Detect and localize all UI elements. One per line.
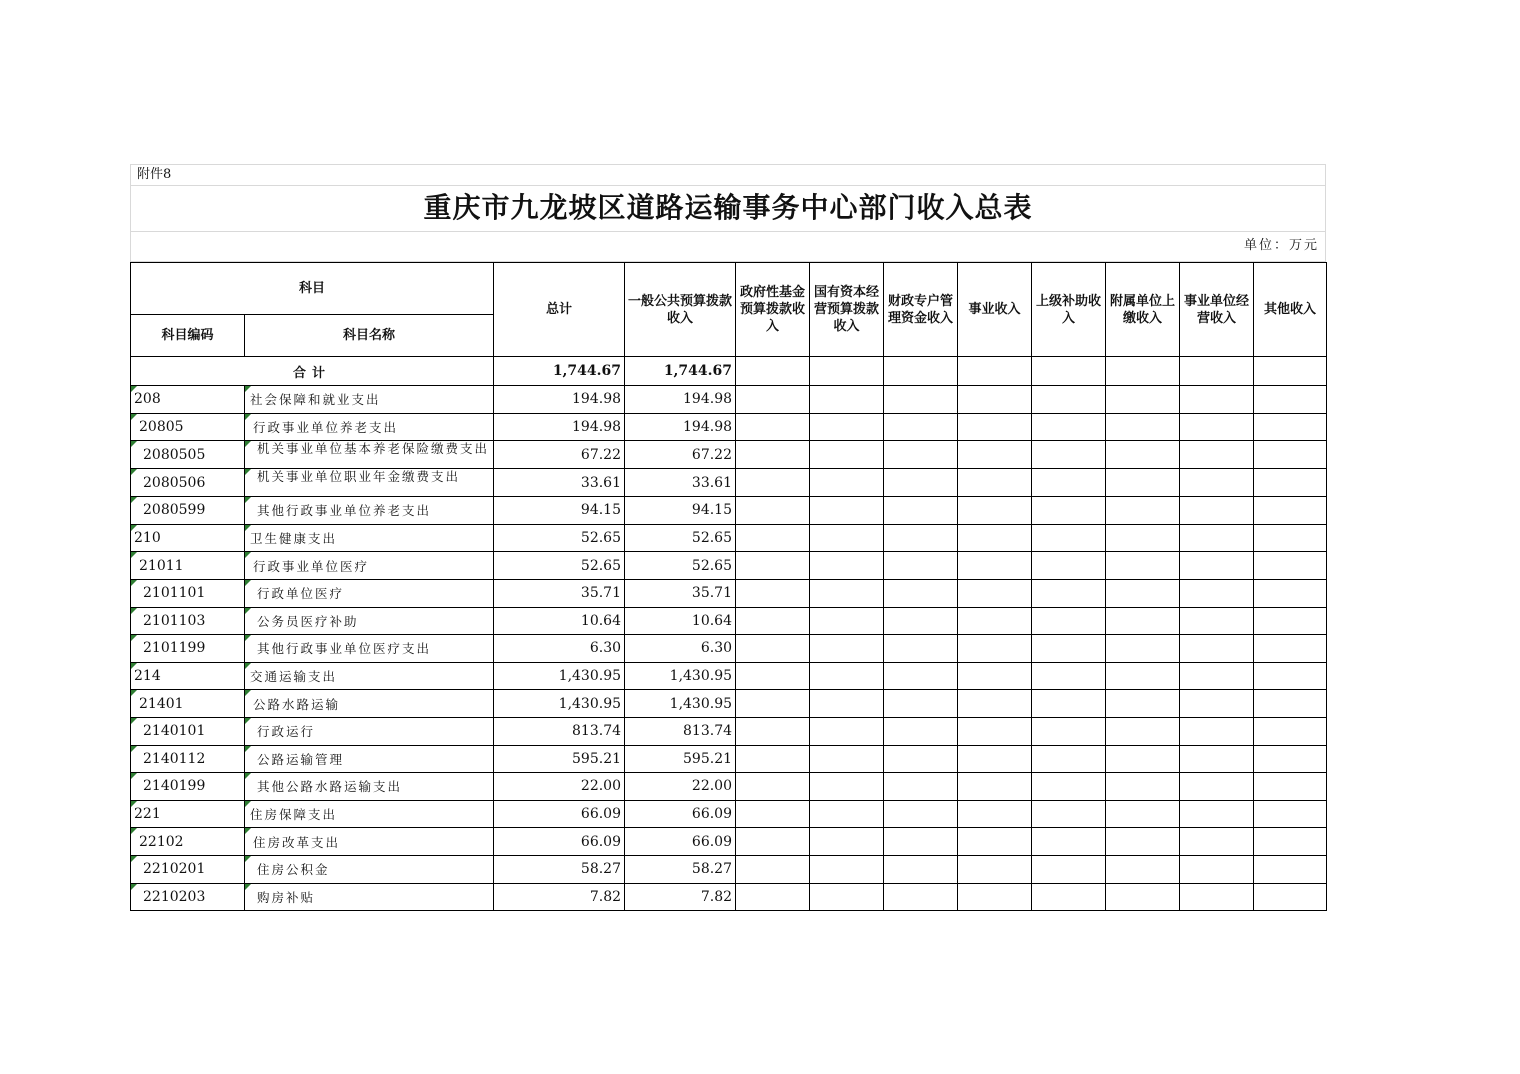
empty-cell [736,607,810,635]
empty-cell [810,635,884,663]
total-value: 6.30 [494,635,625,663]
empty-cell [1254,386,1327,414]
empty-cell [1106,579,1180,607]
table-row [131,717,1327,745]
empty-cell [810,552,884,580]
empty-cell [1106,828,1180,856]
empty-cell [1032,690,1106,718]
empty-cell [884,413,958,441]
income-table [130,262,1327,911]
total-value: 194.98 [494,386,625,414]
empty-cell [1254,441,1327,469]
general-budget-value: 52.65 [625,524,736,552]
empty-cell [1180,357,1254,386]
empty-cell [1180,524,1254,552]
empty-cell [810,883,884,911]
empty-cell [958,579,1032,607]
subject-name: 公路水路运输 [245,690,494,718]
empty-cell [958,386,1032,414]
empty-cell [1180,662,1254,690]
empty-cell [1180,386,1254,414]
empty-cell [1254,828,1327,856]
general-budget-value: 10.64 [625,607,736,635]
total-value: 66.09 [494,800,625,828]
empty-cell [736,773,810,801]
empty-cell [1032,386,1106,414]
subject-code: 210 [131,524,245,552]
total-value: 22.00 [494,773,625,801]
empty-cell [1180,497,1254,525]
table-row [131,441,1327,469]
empty-cell [1254,855,1327,883]
header-gov-fund: 政府性基金预算拨款收入 [736,263,810,357]
attachment-label: 附件8 [130,164,1326,186]
subject-name: 机关事业单位职业年金缴费支出 [245,469,494,497]
empty-cell [736,524,810,552]
empty-cell [736,386,810,414]
subject-code: 221 [131,800,245,828]
empty-cell [736,579,810,607]
total-value: 194.98 [494,413,625,441]
subject-name: 行政单位医疗 [245,579,494,607]
empty-cell [1254,607,1327,635]
empty-cell [958,357,1032,386]
empty-cell [810,800,884,828]
empty-cell [1254,497,1327,525]
total-general-budget: 1,744.67 [625,357,736,386]
table-row [131,552,1327,580]
empty-cell [958,635,1032,663]
total-value: 7.82 [494,883,625,911]
empty-cell [1032,607,1106,635]
empty-cell [884,883,958,911]
empty-cell [1254,469,1327,497]
empty-cell [1106,441,1180,469]
subject-code: 2140101 [131,717,245,745]
empty-cell [1106,662,1180,690]
total-value: 52.65 [494,552,625,580]
table-row [131,855,1327,883]
empty-cell [1254,800,1327,828]
general-budget-value: 1,430.95 [625,690,736,718]
table-row [131,662,1327,690]
empty-cell [958,413,1032,441]
empty-cell [810,828,884,856]
empty-cell [1254,690,1327,718]
empty-cell [1106,552,1180,580]
empty-cell [810,662,884,690]
total-label: 合计 [131,357,494,386]
empty-cell [958,607,1032,635]
empty-cell [1254,357,1327,386]
header-other-income: 其他收入 [1254,263,1327,357]
header-business-operating: 事业单位经营收入 [1180,263,1254,357]
subject-name: 行政事业单位医疗 [245,552,494,580]
empty-cell [884,357,958,386]
empty-cell [736,800,810,828]
general-budget-value: 66.09 [625,800,736,828]
empty-cell [884,800,958,828]
empty-cell [1032,524,1106,552]
empty-cell [1254,413,1327,441]
subject-code: 22102 [131,828,245,856]
empty-cell [1106,357,1180,386]
subject-code: 208 [131,386,245,414]
empty-cell [958,883,1032,911]
general-budget-value: 6.30 [625,635,736,663]
empty-cell [1254,883,1327,911]
subject-code: 2210203 [131,883,245,911]
empty-cell [958,717,1032,745]
subject-name: 社会保障和就业支出 [245,386,494,414]
empty-cell [1180,773,1254,801]
empty-cell [1032,497,1106,525]
header-subject-name: 科目名称 [245,315,494,357]
empty-cell [884,524,958,552]
empty-cell [1032,855,1106,883]
empty-cell [1180,745,1254,773]
empty-cell [736,690,810,718]
empty-cell [1032,635,1106,663]
subject-code: 2080506 [131,469,245,497]
empty-cell [884,690,958,718]
table-row [131,579,1327,607]
empty-cell [1032,662,1106,690]
empty-cell [736,717,810,745]
total-value: 67.22 [494,441,625,469]
total-value: 66.09 [494,828,625,856]
empty-cell [884,717,958,745]
empty-cell [958,828,1032,856]
subject-code: 21401 [131,690,245,718]
empty-cell [958,800,1032,828]
empty-cell [810,441,884,469]
empty-cell [1180,635,1254,663]
empty-cell [810,773,884,801]
empty-cell [1180,413,1254,441]
total-value: 33.61 [494,469,625,497]
table-row [131,413,1327,441]
general-budget-value: 58.27 [625,855,736,883]
general-budget-value: 33.61 [625,469,736,497]
general-budget-value: 194.98 [625,413,736,441]
empty-cell [736,413,810,441]
empty-cell [810,717,884,745]
header-general-budget: 一般公共预算拨款收入 [625,263,736,357]
subject-name: 机关事业单位基本养老保险缴费支出 [245,441,494,469]
table-row [131,800,1327,828]
subject-code: 214 [131,662,245,690]
empty-cell [810,357,884,386]
total-value: 10.64 [494,607,625,635]
empty-cell [1180,579,1254,607]
empty-cell [958,552,1032,580]
header-subject: 科目 [131,263,494,315]
total-value: 595.21 [494,745,625,773]
empty-cell [1254,662,1327,690]
empty-cell [1180,828,1254,856]
empty-cell [736,828,810,856]
empty-cell [884,552,958,580]
empty-cell [884,745,958,773]
total-value: 1,430.95 [494,690,625,718]
empty-cell [1180,607,1254,635]
table-row [131,469,1327,497]
header-affiliated-income: 附属单位上缴收入 [1106,263,1180,357]
table-row [131,745,1327,773]
empty-cell [810,855,884,883]
empty-cell [884,386,958,414]
total-value: 813.74 [494,717,625,745]
empty-cell [1032,441,1106,469]
empty-cell [1180,552,1254,580]
empty-cell [958,662,1032,690]
empty-cell [884,855,958,883]
empty-cell [1180,800,1254,828]
empty-cell [1106,717,1180,745]
empty-cell [958,690,1032,718]
empty-cell [1106,469,1180,497]
empty-cell [1254,745,1327,773]
subject-name: 卫生健康支出 [245,524,494,552]
empty-cell [736,357,810,386]
empty-cell [884,469,958,497]
table-row [131,607,1327,635]
empty-cell [1180,469,1254,497]
empty-cell [736,441,810,469]
subject-code: 2080599 [131,497,245,525]
subject-code: 2101103 [131,607,245,635]
empty-cell [736,552,810,580]
empty-cell [884,828,958,856]
empty-cell [1032,800,1106,828]
empty-cell [958,497,1032,525]
empty-cell [810,579,884,607]
table-row [131,828,1327,856]
empty-cell [1106,883,1180,911]
empty-cell [884,579,958,607]
subject-code: 20805 [131,413,245,441]
header-fiscal-special: 财政专户管理资金收入 [884,263,958,357]
subject-code: 2080505 [131,441,245,469]
empty-cell [736,497,810,525]
empty-cell [884,441,958,469]
empty-cell [1254,552,1327,580]
total-value: 35.71 [494,579,625,607]
subject-name: 其他行政事业单位医疗支出 [245,635,494,663]
subject-name: 公务员医疗补助 [245,607,494,635]
table-row [131,690,1327,718]
total-value: 94.15 [494,497,625,525]
general-budget-value: 1,430.95 [625,662,736,690]
empty-cell [1106,745,1180,773]
subject-name: 行政事业单位养老支出 [245,413,494,441]
general-budget-value: 194.98 [625,386,736,414]
general-budget-value: 67.22 [625,441,736,469]
empty-cell [1032,717,1106,745]
empty-cell [810,497,884,525]
empty-cell [1180,717,1254,745]
empty-cell [1180,441,1254,469]
empty-cell [958,773,1032,801]
general-budget-value: 52.65 [625,552,736,580]
table-row [131,773,1327,801]
general-budget-value: 7.82 [625,883,736,911]
subject-name: 交通运输支出 [245,662,494,690]
empty-cell [810,690,884,718]
empty-cell [1032,357,1106,386]
empty-cell [810,413,884,441]
empty-cell [810,607,884,635]
total-value: 52.65 [494,524,625,552]
subject-name: 住房公积金 [245,855,494,883]
subject-code: 2140199 [131,773,245,801]
subject-code: 21011 [131,552,245,580]
empty-cell [1106,497,1180,525]
table-row [131,497,1327,525]
header-total: 总计 [494,263,625,357]
empty-cell [1254,579,1327,607]
table-row [131,883,1327,911]
table-row [131,524,1327,552]
empty-cell [1106,524,1180,552]
empty-cell [1254,773,1327,801]
empty-cell [1032,773,1106,801]
general-budget-value: 35.71 [625,579,736,607]
subject-code: 2101199 [131,635,245,663]
empty-cell [810,745,884,773]
empty-cell [958,745,1032,773]
total-row [131,357,1327,386]
empty-cell [1032,828,1106,856]
empty-cell [736,745,810,773]
empty-cell [810,469,884,497]
empty-cell [884,662,958,690]
empty-cell [736,469,810,497]
empty-cell [958,469,1032,497]
page-title: 重庆市九龙坡区道路运输事务中心部门收入总表 [130,186,1326,232]
empty-cell [1106,607,1180,635]
empty-cell [1180,855,1254,883]
subject-code: 2210201 [131,855,245,883]
subject-name: 行政运行 [245,717,494,745]
subject-name: 住房保障支出 [245,800,494,828]
empty-cell [1254,524,1327,552]
general-budget-value: 813.74 [625,717,736,745]
empty-cell [736,662,810,690]
empty-cell [1032,413,1106,441]
empty-cell [1180,690,1254,718]
subject-name: 购房补贴 [245,883,494,911]
general-budget-value: 595.21 [625,745,736,773]
empty-cell [1106,635,1180,663]
general-budget-value: 66.09 [625,828,736,856]
empty-cell [736,883,810,911]
empty-cell [1032,883,1106,911]
total-value: 58.27 [494,855,625,883]
empty-cell [884,635,958,663]
empty-cell [1032,579,1106,607]
empty-cell [1106,386,1180,414]
table-row [131,386,1327,414]
empty-cell [1106,690,1180,718]
empty-cell [736,635,810,663]
total-total: 1,744.67 [494,357,625,386]
header-state-capital: 国有资本经营预算拨款收入 [810,263,884,357]
empty-cell [1106,800,1180,828]
empty-cell [1032,552,1106,580]
empty-cell [1032,745,1106,773]
table-row [131,635,1327,663]
empty-cell [1032,469,1106,497]
empty-cell [958,855,1032,883]
empty-cell [1106,773,1180,801]
empty-cell [884,497,958,525]
header-subject-code: 科目编码 [131,315,245,357]
empty-cell [1106,413,1180,441]
header-business-income: 事业收入 [958,263,1032,357]
empty-cell [736,855,810,883]
unit-label: 单位：万元 [130,232,1326,262]
subject-code: 2101101 [131,579,245,607]
subject-name: 公路运输管理 [245,745,494,773]
empty-cell [958,441,1032,469]
header-superior-subsidy: 上级补助收入 [1032,263,1106,357]
subject-name: 其他公路水路运输支出 [245,773,494,801]
general-budget-value: 94.15 [625,497,736,525]
general-budget-value: 22.00 [625,773,736,801]
empty-cell [810,524,884,552]
total-value: 1,430.95 [494,662,625,690]
empty-cell [884,773,958,801]
empty-cell [810,386,884,414]
subject-name: 住房改革支出 [245,828,494,856]
subject-code: 2140112 [131,745,245,773]
empty-cell [1254,635,1327,663]
empty-cell [1106,855,1180,883]
empty-cell [884,607,958,635]
empty-cell [1180,883,1254,911]
empty-cell [1254,717,1327,745]
empty-cell [958,524,1032,552]
subject-name: 其他行政事业单位养老支出 [245,497,494,525]
